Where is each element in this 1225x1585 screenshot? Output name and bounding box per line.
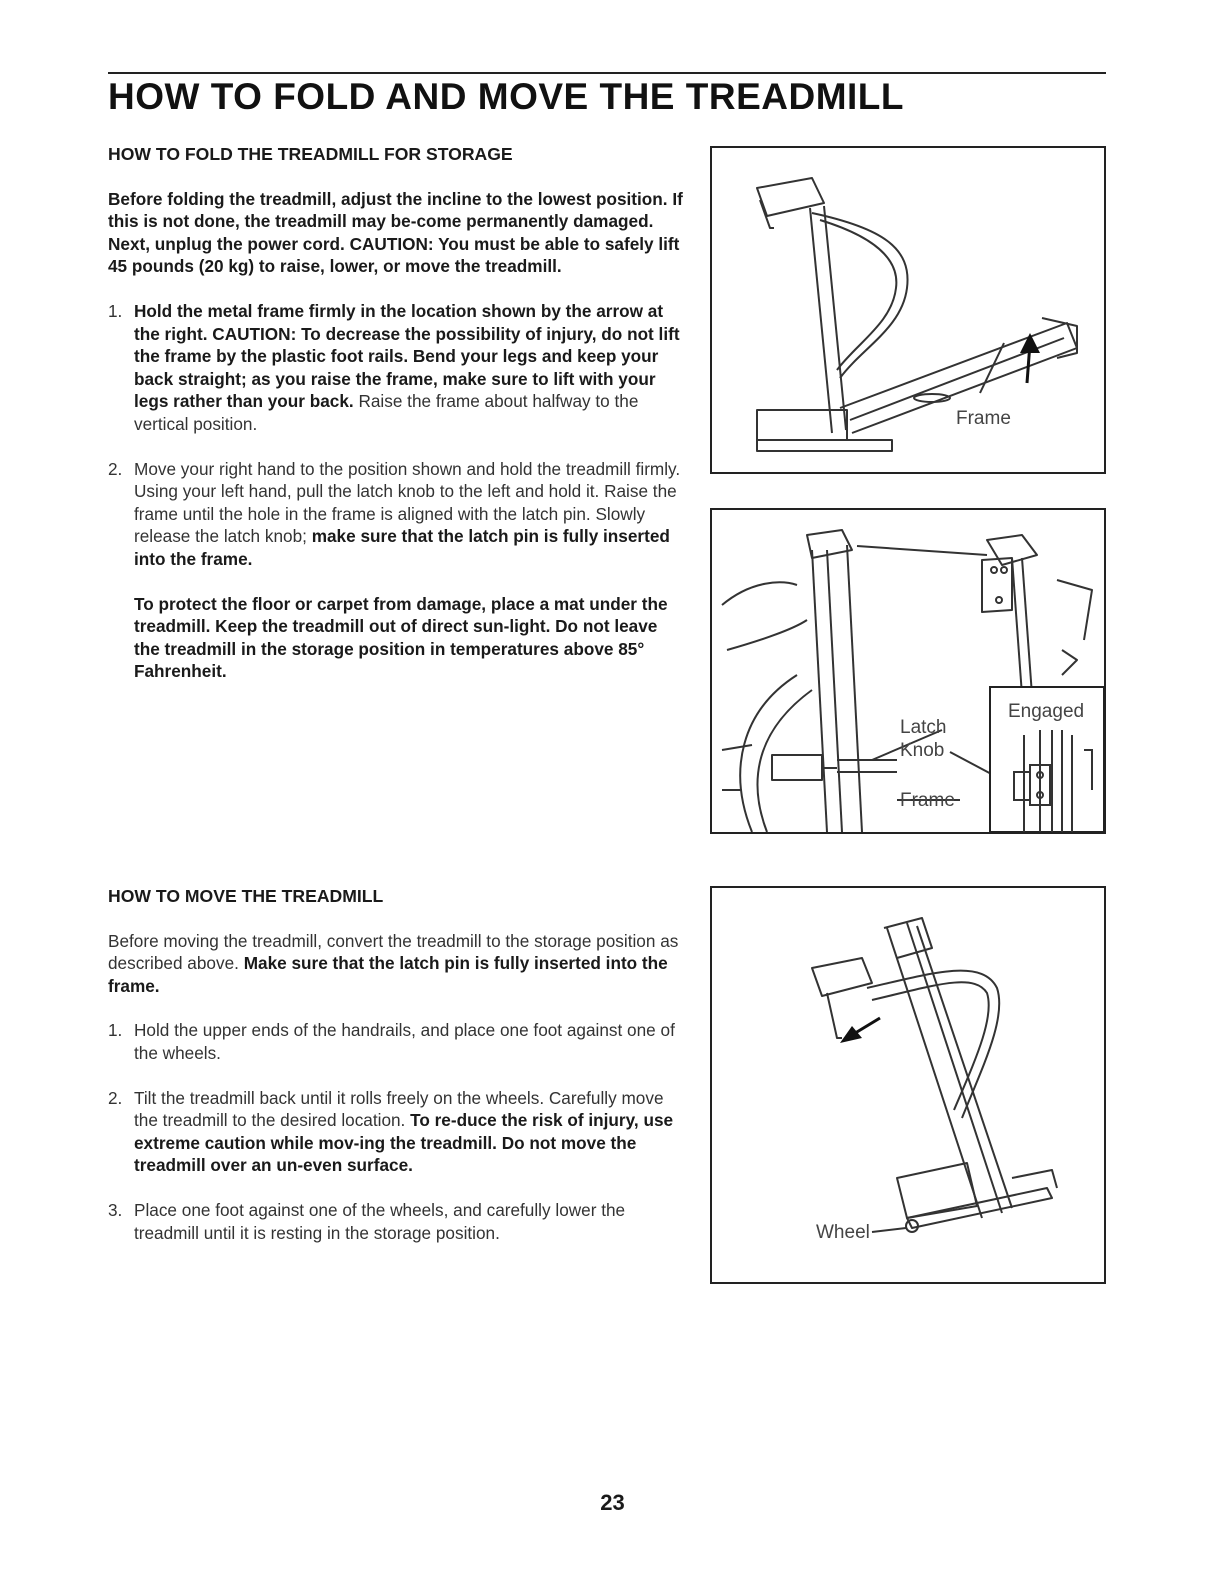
fold-step-2-number: 2.	[108, 458, 123, 479]
move-step-3	[108, 1199, 683, 1244]
figure-fold-frame	[710, 146, 1106, 474]
move-step-2	[108, 1087, 683, 1177]
move-intro	[108, 930, 683, 998]
fig2-latch-label: Latch	[900, 717, 947, 738]
page-title: HOW TO FOLD AND MOVE THE TREADMILL	[108, 76, 905, 117]
page-number: 23	[600, 1490, 625, 1515]
fold-step-2-text: Move your right hand to the position shown and hold the treadmill firmly. Using your left hand, pull the latch knob to the left and hold it. Raise the frame until the hole in the frame is aligned with the latch pin. Slowly release the latch knob;	[134, 458, 681, 547]
move-intro-text: Before moving the treadmill, convert the treadmill to the storage position as described above.	[108, 930, 679, 974]
move-step-1-number: 1.	[108, 1020, 123, 1041]
fig2-engaged-label: Engaged	[1008, 701, 1085, 722]
fold-heading: HOW TO FOLD THE TREADMILL FOR STORAGE	[108, 144, 513, 164]
fig2-knob-label: Knob	[900, 740, 945, 761]
move-steps	[108, 1019, 683, 1244]
move-step-2-text: Tilt the treadmill back until it rolls freely on the wheels. Carefully move the treadmill to the desired location.	[134, 1087, 664, 1131]
fold-step-2-bold: make sure that the latch pin is fully inserted into the frame.	[134, 526, 670, 569]
fold-intro: Before folding the treadmill, adjust the incline to the lowest position. If this is not done, the treadmill may be-come permanently damaged. Next, unplug the power cord. CAUTION: You must be able to safely lift 45 pounds (20 kg) to raise, lower, or move the treadmill.	[108, 188, 683, 277]
move-section	[108, 885, 683, 1244]
figure-move	[710, 886, 1106, 1284]
move-step-3-text: Place one foot against one of the wheels, and carefully lower the treadmill until it is resting in the storage position.	[134, 1199, 626, 1243]
move-step-3-number: 3.	[108, 1199, 123, 1220]
move-step-1-text: Hold the upper ends of the handrails, and place one foot against one of the wheels.	[134, 1020, 675, 1063]
fig1-frame-label: Frame	[956, 408, 1011, 429]
protect-note: To protect the floor or carpet from damage, place a mat under the treadmill. Keep the treadmill out of direct sun-light. Do not leave the treadmill in the storage position in temperatures above 85° Fahrenheit.	[134, 593, 668, 682]
move-step-2-bold: To re-duce the risk of injury, use extreme caution while mov-ing the treadmill. Do not move the treadmill over an un-even surface.	[134, 1110, 674, 1176]
move-heading: HOW TO MOVE THE TREADMILL	[108, 886, 384, 906]
fold-steps	[108, 300, 683, 683]
treadmill-raised-illustration	[712, 148, 1104, 472]
move-intro-bold: Make sure that the latch pin is fully inserted into the frame.	[108, 953, 668, 996]
fold-step-1-number: 1.	[108, 300, 123, 321]
move-step-1	[108, 1019, 683, 1064]
fig2-frame-label: Frame	[900, 790, 955, 811]
fold-step-1	[108, 300, 683, 436]
fold-step-1-rest: Raise the frame about halfway to the vertical position.	[134, 391, 639, 434]
fold-step-1-bold: Hold the metal frame firmly in the location shown by the arrow at the right. CAUTION: To decrease the possibility of injury, do not lift the frame by the plastic foot rails. Bend your legs and keep your back straight; as you raise the frame, make sure to lift with your legs rather than your back.	[134, 300, 680, 412]
latch-illustration	[712, 510, 1104, 832]
figure-latch	[710, 508, 1106, 834]
title-rule	[108, 72, 1106, 74]
move-step-2-number: 2.	[108, 1087, 123, 1108]
fig3-wheel-label: Wheel	[816, 1222, 870, 1243]
fold-step-2	[108, 458, 683, 683]
fold-section	[108, 143, 683, 683]
treadmill-storage-illustration	[712, 888, 1104, 1282]
